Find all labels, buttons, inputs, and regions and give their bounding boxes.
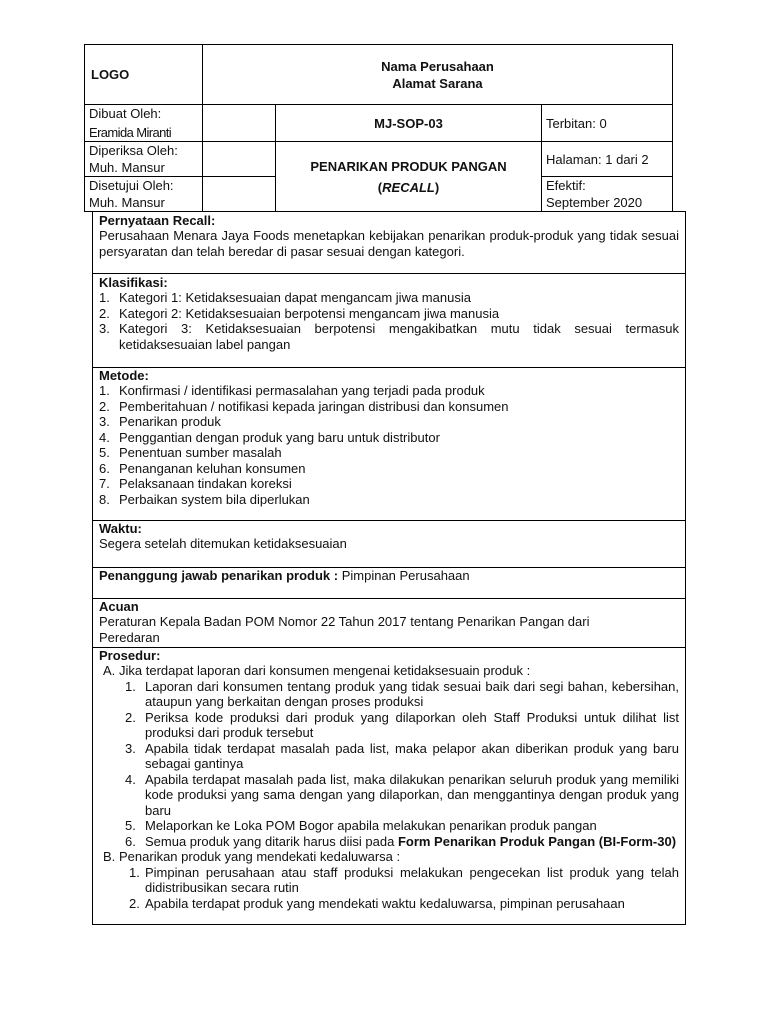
- responsible-row: [99, 568, 679, 584]
- procedure-a: [99, 663, 679, 679]
- reference-text: Peraturan Kepala Badan POM Nomor 22 Tahun 2017 tentang Penarikan Pangan dari Peredaran: [99, 614, 590, 645]
- blank-cell: [203, 142, 276, 177]
- classification-section: [92, 274, 686, 368]
- edition: Terbitan: 0: [542, 105, 673, 142]
- time-section: [92, 521, 686, 568]
- list-item: 2. Kategori 2: Ketidaksesuaian berpotensi mengancam jiwa manusia: [99, 305, 500, 321]
- procedure-b: [99, 849, 679, 865]
- blank-cell: [203, 105, 276, 142]
- doc-title-line2: [280, 179, 537, 196]
- doc-title: [276, 142, 542, 212]
- checked-by-name: Muh. Mansur: [89, 160, 165, 175]
- procedure-title: Prosedur:: [99, 648, 161, 663]
- list-item: 5. Penentuan sumber masalah: [99, 445, 282, 460]
- company-name: Nama Perusahaan: [381, 58, 494, 74]
- classification-title: Klasifikasi:: [99, 275, 168, 290]
- checked-by-cell: [85, 142, 203, 177]
- responsible-value: Pimpinan Perusahaan: [338, 568, 470, 583]
- procedure-a-text: Jika terdapat laporan dari konsumen mengenai ketidaksesuain produk :: [119, 663, 531, 678]
- method-list: [99, 383, 679, 507]
- classification-list: [99, 290, 679, 352]
- statement-title: Pernyataan Recall:: [99, 213, 216, 228]
- logo-placeholder: LOGO: [85, 45, 203, 105]
- procedure-section: [92, 648, 686, 925]
- company-info: [203, 45, 673, 105]
- company-address: Alamat Sarana: [392, 75, 483, 91]
- document-header-table: [84, 44, 673, 212]
- method-title: Metode:: [99, 368, 149, 383]
- doc-code: MJ-SOP-03: [276, 105, 542, 142]
- recall-word: RECALL: [382, 179, 435, 195]
- responsible-label: Penanggung jawab penarikan produk :: [99, 568, 339, 583]
- time-text: Segera setelah ditemukan ketidaksesuaian: [99, 536, 347, 551]
- list-item: 7. Pelaksanaan tindakan koreksi: [99, 476, 292, 491]
- procedure-b-list: [119, 865, 679, 912]
- checked-by-label: Diperiksa Oleh:: [89, 143, 178, 158]
- procedure-a-label: A.: [103, 663, 116, 678]
- doc-title-line1: PENARIKAN PRODUK PANGAN: [310, 158, 507, 174]
- list-item: 1. Laporan dari konsumen tentang produk yang tidak sesuai baik dari segi bahan, kebersihan, ataupun yang berkaitan dengan proses produksi: [125, 678, 679, 709]
- method-section: [92, 368, 686, 521]
- responsible-section: [92, 568, 686, 599]
- approved-by-label: Disetujui Oleh:: [89, 178, 174, 193]
- reference-section: [92, 599, 686, 648]
- time-title: Waktu:: [99, 521, 142, 536]
- list-item: 2. Apabila terdapat produk yang mendekati waktu kedaluwarsa, pimpinan perusahaan: [129, 895, 625, 911]
- list-item: 8. Perbaikan system bila diperlukan: [99, 491, 310, 507]
- reference-title: Acuan: [99, 599, 139, 614]
- statement-text: Perusahaan Menara Jaya Foods menetapkan kebijakan penarikan produk-produk yang tidak sesuai persyaratan dan telah beredar di pasar sesuai dengan kategori.: [99, 228, 679, 259]
- list-item: 5. Melaporkan ke Loka POM Bogor apabila melakukan penarikan produk pangan: [125, 818, 597, 833]
- procedure-a-list: [119, 679, 679, 850]
- list-item: 6. Semua produk yang ditarik harus diisi pada Form Penarikan Produk Pangan (BI-Form-30): [125, 833, 677, 849]
- paren-open: (: [377, 179, 383, 195]
- list-item: 3. Kategori 3: Ketidaksesuaian berpotensi mengakibatkan mutu tidak sesuai termasuk ketidaksesuaian label pangan: [99, 321, 679, 352]
- list-item: 1. Konfirmasi / identifikasi permasalahan yang terjadi pada produk: [99, 383, 485, 398]
- list-item: 1. Kategori 1: Ketidaksesuaian dapat mengancam jiwa manusia: [99, 290, 471, 305]
- effective-date: September 2020: [546, 195, 643, 210]
- procedure-b-label: B.: [103, 849, 116, 864]
- paren-close: ): [434, 179, 440, 195]
- page-number: Halaman: 1 dari 2: [542, 142, 673, 177]
- approved-by-cell: [85, 177, 203, 212]
- effective-cell: [542, 177, 673, 212]
- procedure-b-text: Penarikan produk yang mendekati kedaluwarsa :: [119, 849, 401, 864]
- blank-cell: [203, 177, 276, 212]
- list-item: 3. Penarikan produk: [99, 414, 221, 429]
- list-item: 2. Pemberitahuan / notifikasi kepada jaringan distribusi dan konsumen: [99, 398, 509, 414]
- list-item: 3. Apabila tidak terdapat masalah pada list, maka pelapor akan diberikan produk yang baru sebagai gantinya: [125, 740, 679, 771]
- statement-section: [92, 211, 686, 274]
- approved-by-name: Muh. Mansur: [89, 195, 165, 210]
- list-item: 1. Pimpinan perusahaan atau staff produksi melakukan pengecekan list produk yang telah didistribusikan secara rutin: [129, 864, 679, 895]
- list-item: 2. Periksa kode produksi dari produk yang dilaporkan oleh Staff Produksi untuk dilihat list produksi dari produk tersebut: [125, 709, 679, 740]
- list-item: 6. Penanganan keluhan konsumen: [99, 460, 306, 476]
- list-item: 4. Penggantian dengan produk yang baru untuk distributor: [99, 429, 440, 445]
- created-by-label: Dibuat Oleh:: [89, 106, 162, 121]
- list-item: 4. Apabila terdapat masalah pada list, maka dilakukan penarikan seluruh produk yang memiliki kode produksi yang sama dengan yang dilaporkan, dan menggantinya dengan produk yang baru: [125, 771, 679, 818]
- created-by-cell: [85, 105, 203, 142]
- created-by-name: Eramida Miranti: [89, 125, 172, 140]
- effective-label: Efektif:: [546, 178, 586, 193]
